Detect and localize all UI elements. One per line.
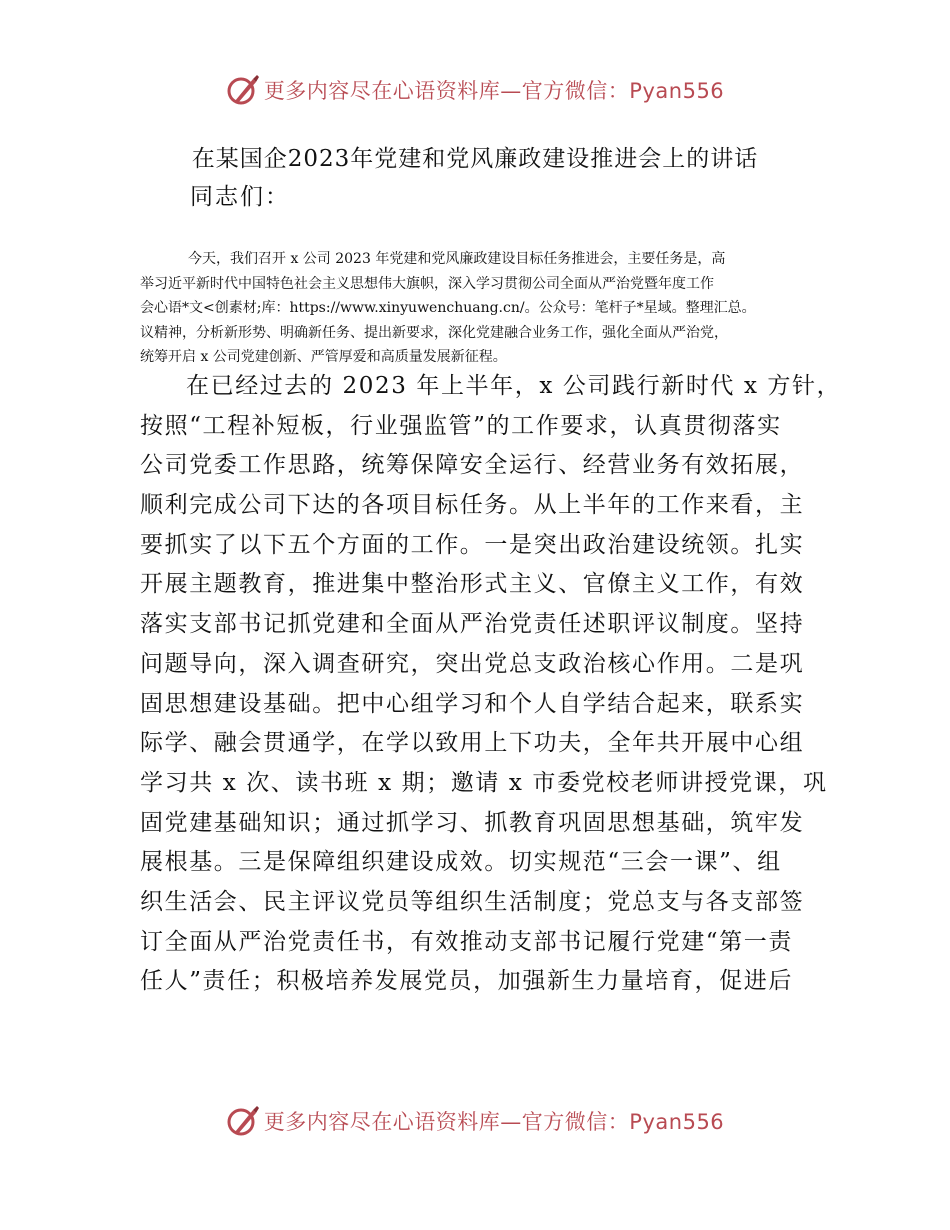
- body-line: 顺利完成公司下达的各项目标任务。从上半年的工作来看，主: [140, 492, 805, 519]
- salutation: 同志们：: [190, 184, 290, 210]
- body-line: 固党建基础知识；通过抓学习、抓教育巩固思想基础，筑牢发: [140, 809, 805, 836]
- body-line: 际学、融会贯通学，在学以致用上下功夫，全年共开展中心组: [140, 730, 805, 757]
- intro-line: 会心语*文<创素材;库：https://www.xinyuwenchuang.cn/。公众号：笔杆子*星域。整理汇总。: [140, 300, 756, 316]
- body-line: 展根基。三是保障组织建设成效。切实规范“三会一课”、组: [140, 849, 782, 876]
- intro-line: 统筹开启 x 公司党建创新、严管厚爱和高质量发展新征程。: [140, 349, 507, 365]
- body-line: 开展主题教育，推进集中整治形式主义、官僚主义工作，有效: [140, 571, 805, 598]
- body-line: 订全面从严治党责任书，有效推动支部书记履行党建“第一责: [140, 928, 793, 955]
- body-paragraph: [140, 367, 842, 1002]
- document-title: 在某国企2023年党建和党风廉政建设推进会上的讲话: [191, 146, 759, 172]
- body-line: 公司党委工作思路，统筹保障安全运行、经营业务有效拓展，: [140, 452, 805, 479]
- intro-line: 今天，我们召开 x 公司 2023 年党建和党风廉政建设目标任务推进会，主要任务是，高: [188, 251, 726, 267]
- banner-text: 更多内容尽在心语资料库—官方微信：Pyan556: [263, 1110, 725, 1134]
- body-line: 学习共 x 次、读书班 x 期；邀请 x 市委党校老师讲授党课，巩: [140, 769, 828, 796]
- footer-banner: [0, 1101, 950, 1141]
- banner-text: 更多内容尽在心语资料库—官方微信：Pyan556: [263, 79, 725, 103]
- header-banner: [0, 70, 950, 110]
- body-line: 任人”责任；积极培养发展党员，加强新生力量培育，促进后: [140, 968, 793, 995]
- body-line: 在已经过去的 2023 年上半年，x 公司践行新时代 x 方针，: [186, 373, 842, 399]
- intro-line: 举习近平新时代中国特色社会主义思想伟大旗帜，深入学习贯彻公司全面从严治党暨年度工作: [140, 275, 714, 292]
- body-line: 落实支部书记抓党建和全面从严治党责任述职评议制度。坚持: [140, 611, 805, 638]
- body-line: 按照“工程补短板，行业强监管”的工作要求，认真贯彻落实: [140, 412, 782, 439]
- body-line: 问题导向，深入调查研究，突出党总支政治核心作用。二是巩: [140, 650, 805, 677]
- quill-pen-logo-icon: [226, 73, 260, 107]
- intro-line: 议精神，分析新形势、明确新任务、提出新要求，深化党建融合业务工作，强化全面从严治党，: [140, 324, 728, 341]
- quill-pen-logo-icon: [226, 1104, 260, 1138]
- body-line: 要抓实了以下五个方面的工作。一是突出政治建设统领。扎实: [140, 531, 805, 558]
- body-line: 织生活会、民主评议党员等组织生活制度；党总支与各支部签: [140, 888, 805, 915]
- intro-paragraph: [140, 247, 830, 370]
- body-line: 固思想建设基础。把中心组学习和个人自学结合起来，联系实: [140, 690, 805, 717]
